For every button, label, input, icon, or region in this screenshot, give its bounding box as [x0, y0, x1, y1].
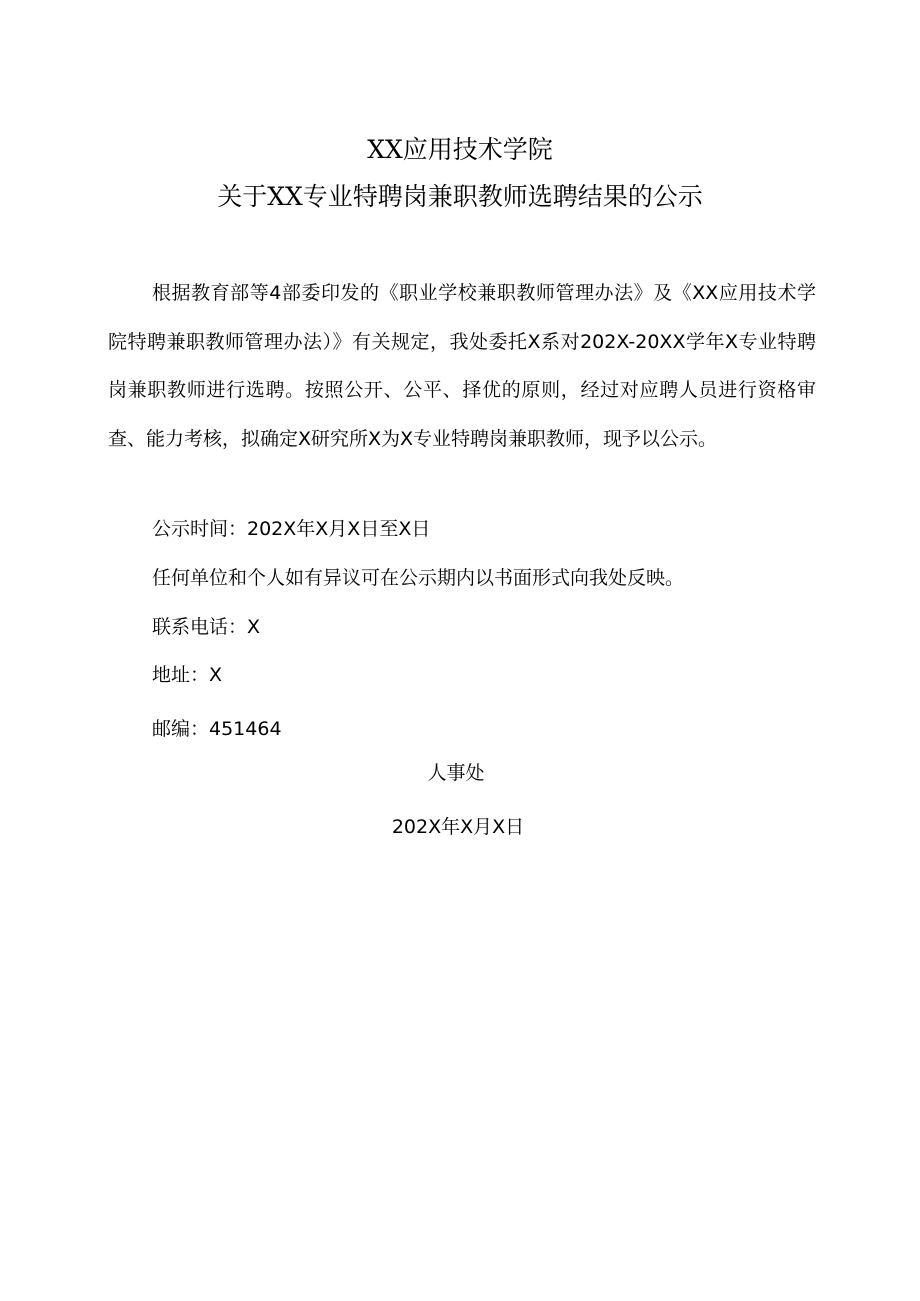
notice-title: 关于XX专业特聘岗兼职教师选聘结果的公示: [217, 182, 703, 211]
contact-phone: 联系电话：X: [152, 616, 261, 638]
publicity-period: 公示时间：202X年X月X日至X日: [152, 518, 431, 540]
signature-date: 202X年X月X日: [391, 816, 525, 838]
institution-title: XX应用技术学院: [367, 135, 553, 164]
signature-department: 人事处: [427, 762, 485, 784]
postal-code: 邮编：451464: [152, 718, 282, 740]
objection-notice: 任何单位和个人如有异议可在公示期内以书面形式向我处反映。: [152, 567, 685, 589]
address: 地址：X: [152, 664, 223, 686]
body-paragraph: 根据教育部等4部委印发的《职业学校兼职教师管理办法》及《XX应用技术学院特聘兼职教师管理办法）》有关规定，我处委托X系对202X-20XX学年X专业特聘岗兼职教师进行选聘。按照公开、公平、择优的原则，经过对应聘人员进行资格审查、能力考核，拟确定X研究所X为X专业特聘岗兼职教师，现予以公示。: [108, 282, 816, 450]
